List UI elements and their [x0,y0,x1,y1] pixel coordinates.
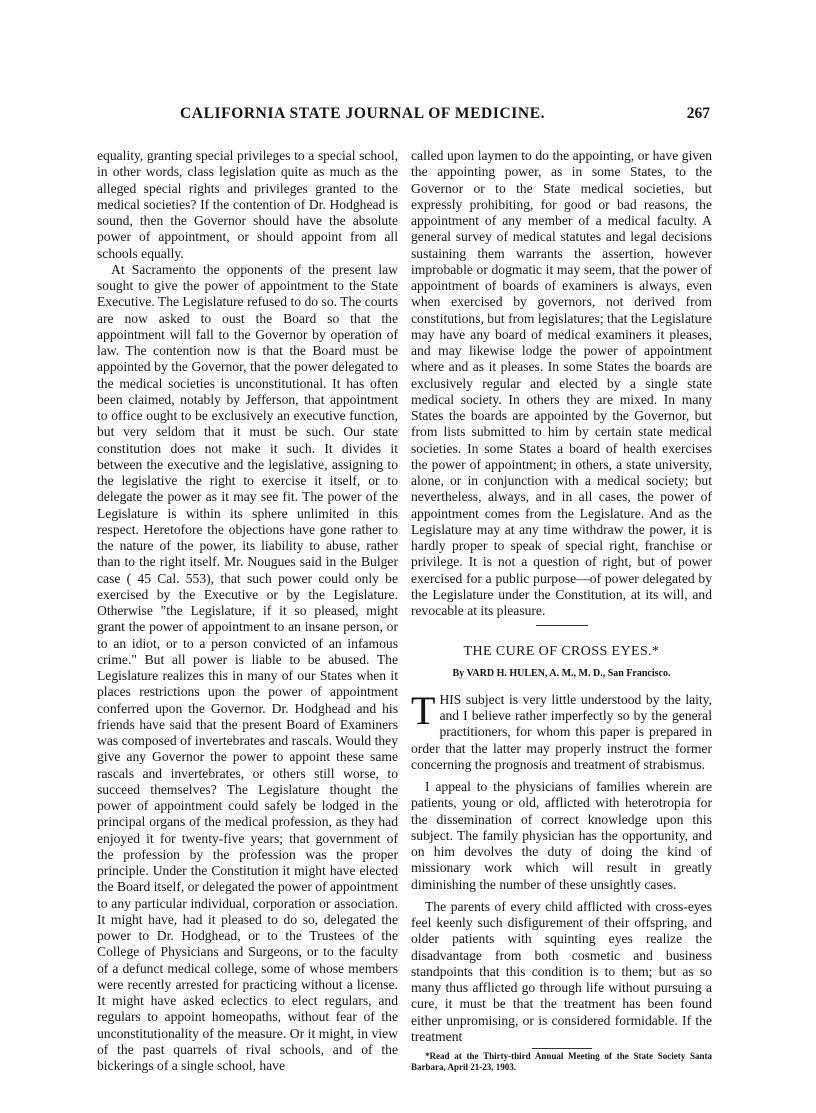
article-byline: By VARD H. HULEN, A. M., M. D., San Francisco. [452,667,671,679]
page-number: 267 [686,105,710,122]
section-divider [536,625,588,626]
journal-title: CALIFORNIA STATE JOURNAL OF MEDICINE. [180,105,546,122]
first-paragraph [411,687,712,773]
running-header [180,105,710,131]
paragraph: At Sacramento the opponents of the present law sought to give the power of appointment to the State Executive. The Legislature refused to do so. The courts are now asked to oust the Board so that the appointment will fall to the Governor by operation of law. The contention now is that the Board must be appointed by the Governor, that the power delegated to the medical societies is unconstitutional. It has often been claimed, notably by Jefferson, that appointment to office ought to be exclusively an executive function, but very seldom that it must be such. Our state constitution does not make it such. It divides it between the executive and the legislative, assigning to the legislative the right to exercise it itself, or to delegate the power as it may see fit. The power of the Legislature is within its sphere unlimited in this respect. Heretofore the objections have gone rather to the nature of the power, its liability to abuse, rather than to the right itself. Mr. Nougues said in the Bulger case ( 45 Cal. 553), that such power could only be exercised by the Executive or by the Legislature. Otherwise "the Legislature, if it so pleased, might grant the power of appointment to an insane person, or to an idiot, or to a person convicted of an infamous crime." But all power is liable to be abused. The Legislature realizes this in many of our States when it places restrictions upon the power of appointment conferred upon the Governor. Dr. Hodghead and his friends have said that the present Board of Examiners was composed of invertebrates and rascals. Would they give any Governor the power to appoint these same rascals and invertebrates, or others still worse, to succeed themselves? The Legislature thought the power of appointment could safely be lodged in the principal organs of the medical profession, as they had enjoyed it for twenty-five years; that government of the profession by the profession was the proper principle. Under the Constitution it might have elected the Board itself, or delegated the power of appointment to any particular individual, corporation or association. It might have, had it pleased to do so, delegated the power to Dr. Hodghead, or to the Trustees of the College of Physicians and Surgeons, or to the faculty of a defunct medical college, some of whose members were recently arrested for practicing without a license. It might have asked eclectics to elect regulars, and regulars to appoint homeopaths, without fear of the unconstitutionality of the measure. Or it might, in view of the past quarrels of rival schools, and of the bickerings of a single school, have [97,261,398,1073]
footnote: *Read at the Thirty-third Annual Meeting of the State Society Santa Barbara, April 21-23, 1903. [411,1051,712,1072]
paragraph: equality, granting special privileges to a special school, in other words, class legislation quite as much as the alleged special rights and privileges granted to the medical societies? If the contention of Dr. Hodghead is sound, then the Governor should have the absolute power of appointment, or should appoint from all schools equally. [97,148,398,261]
article [411,644,712,1073]
first-paragraph-text: HIS subject is very little understood by the laity, and I believe rather imperfectly so by the general practitioners, for whom this paper is prepared in order that the latter may properly instruct the former concerning the prognosis and treatment of strabismus. [411,691,712,772]
paragraph: I appeal to the physicians of families wherein are patients, young or old, afflicted with heterotropia for the dissemination of correct knowledge upon this subject. The family physician has the opportunity, and on him devolves the duty of doing the kind of missionary work which will result in greatly diminishing the number of these unsightly cases. [411,779,712,892]
left-column [97,148,398,1074]
article-title: THE CURE OF CROSS EYES.* [463,644,660,660]
footnote-rule [532,1048,592,1049]
drop-cap: T [411,687,436,733]
paragraph: The parents of every child afflicted with cross-eyes feel keenly such disfigurement of their offspring, and older patients with squinting eyes realize the disadvantage from both cosmetic and business standpoints that this condition is to them; but as so many thus afflicted go through life without pursuing a cure, it must be that the treatment has been found either unpromising, or is considered formidable. If the treatment [411,898,712,1044]
continued-paragraph: called upon laymen to do the appointing, or have given the appointing power, as in some States, to the Governor or to the State medical societies, but expressly prohibiting, for good or bad reasons, the appointment of any member of a medical faculty. A general survey of medical statutes and legal decisions sustaining them warrants the assertion, however improbable or dogmatic it may seem, that the power of appointment of boards of examiners is always, even when exercised by governors, not derived from constitutions, but from legislatures; that the Legislature may have any board of medical examiners it pleases, and may likewise lodge the power of appointment where and as it pleases. In some States the boards are exclusively regular and elected by a single state medical society. In others they are mixed. In many States the boards are appointed by the Governor, but from lists submitted to him by certain state medical societies. In some States a board of health exercises the power of appointment; in others, a state university, alone, or in conjunction with a medical society; but nevertheless, always, and in all cases, the power of appointment comes from the Legislature. And as the Legislature may at any time withdraw the power, it is hardly proper to speak of special right, franchise or privilege. It is not a question of right, but of power exercised for a public purpose—of power delegated by the Legislature under the Constitution, at its will, and revocable at its pleasure. [411,148,712,618]
right-column [411,148,712,1073]
